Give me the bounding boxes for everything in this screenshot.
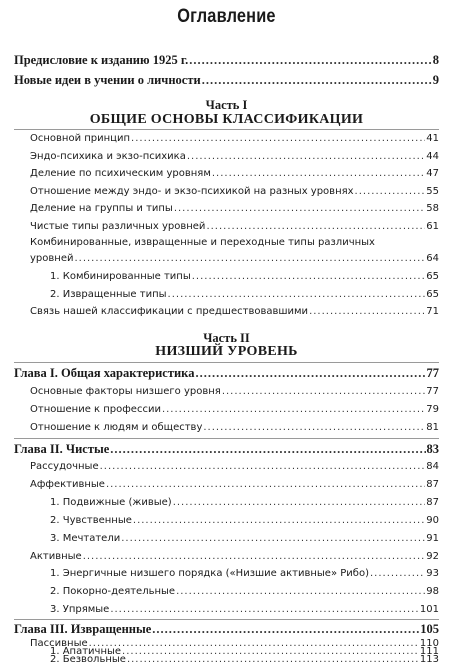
entry-label: 2. Чувственные	[50, 515, 132, 526]
dot-leader	[100, 461, 426, 472]
dot-leader	[212, 168, 425, 179]
dot-leader	[202, 73, 432, 88]
dot-leader	[131, 133, 425, 144]
toc-entry[interactable]	[30, 551, 439, 562]
toc-entry[interactable]	[30, 404, 439, 415]
toc-entry[interactable]	[30, 151, 439, 162]
entry-page: 113	[419, 654, 439, 665]
toc-entry[interactable]	[50, 271, 439, 282]
toc-entry[interactable]	[50, 497, 439, 508]
dot-leader	[127, 654, 419, 665]
dot-leader	[106, 479, 425, 490]
entry-label: 2. Безвольные	[50, 654, 126, 665]
part1-title: ОБЩИЕ ОСНОВЫ КЛАССИФИКАЦИИ	[89, 112, 364, 127]
entry-page: 110	[419, 638, 439, 649]
entry-label: 2. Покорно-деятельные	[50, 586, 176, 597]
dot-leader	[133, 515, 425, 526]
entry-label: Отношение к людям и обществу	[30, 422, 203, 433]
chapter-label: Глава III. Извращенные	[14, 622, 152, 636]
entry-page: 91	[426, 533, 439, 544]
entry-label: 1. Энергичные низшего порядка («Низшие активные» Рибо)	[50, 568, 369, 579]
entry-label: Отношение к профессии	[30, 404, 161, 415]
chapter-page: 77	[426, 366, 439, 380]
entry-page: 98	[426, 586, 439, 597]
entry-label: Пассивные	[30, 638, 88, 649]
dot-leader	[74, 253, 425, 264]
toc-entry[interactable]	[30, 479, 439, 490]
entry-label: 3. Мечтатели	[50, 533, 121, 544]
entry-page: 55	[426, 186, 439, 197]
entry-label: Эндо-психика и экзо-психика	[30, 151, 186, 162]
entry-page: 41	[426, 133, 439, 144]
dot-leader	[110, 604, 419, 615]
dot-leader	[173, 497, 426, 508]
entry-page: 79	[426, 404, 439, 415]
dot-leader	[355, 186, 426, 197]
toc-entry[interactable]	[30, 422, 439, 433]
entry-label: 1. Комбинированные типы	[50, 271, 191, 282]
dot-leader	[195, 366, 425, 381]
dot-leader	[370, 568, 425, 579]
toc-entry[interactable]	[30, 186, 439, 197]
dot-leader	[203, 422, 425, 433]
dot-leader	[174, 203, 425, 214]
part1-label: Часть I	[205, 98, 248, 112]
entry-label: Связь нашей классификации с предшествовавшими	[30, 306, 309, 317]
toc-title: Оглавление	[177, 6, 276, 27]
toc-entry-new-ideas[interactable]	[14, 73, 439, 88]
toc-entry[interactable]	[50, 289, 439, 300]
divider	[14, 362, 439, 363]
entry-page: 47	[426, 168, 439, 179]
entry-page: 65	[426, 271, 439, 282]
toc-entry[interactable]	[30, 306, 439, 317]
toc-entry[interactable]	[50, 586, 439, 597]
entry-label: Основные факторы низшего уровня	[30, 386, 221, 397]
dot-leader	[187, 151, 425, 162]
chapter-label: Глава I. Общая характеристика	[14, 366, 195, 380]
entry-label: Деление по психическим уровням	[30, 168, 211, 179]
dot-leader	[222, 386, 425, 397]
divider	[14, 619, 439, 620]
entry-page: 87	[426, 497, 439, 508]
toc-entry[interactable]	[50, 568, 439, 579]
toc-entry[interactable]	[50, 533, 439, 544]
entry-label: Основной принцип	[30, 133, 131, 144]
entry-page: 71	[426, 306, 439, 317]
entry-label: Деление на группы и типы	[30, 203, 173, 214]
dot-leader	[110, 442, 425, 457]
part2-label: Часть II	[203, 331, 250, 345]
toc-entry[interactable]	[30, 461, 439, 472]
entry-page: 58	[426, 203, 439, 214]
entry-page: 8	[432, 53, 439, 67]
dot-leader	[121, 533, 425, 544]
dot-leader	[176, 586, 425, 597]
toc-entry[interactable]	[30, 133, 439, 144]
dot-leader	[192, 271, 426, 282]
toc-chapter-1[interactable]	[14, 366, 439, 381]
toc-entry-combined-line1[interactable]: Комбинированные, извращенные и переходные типы различных	[30, 237, 375, 248]
toc-entry[interactable]	[30, 168, 439, 179]
divider	[14, 438, 439, 439]
entry-label: уровней	[30, 253, 74, 264]
entry-label: Предисловие к изданию 1925 г.	[14, 53, 189, 67]
entry-label: Новые идеи в учении о личности	[14, 73, 201, 87]
divider	[14, 129, 439, 130]
entry-page: 9	[432, 73, 439, 87]
entry-label: 1. Подвижные (живые)	[50, 497, 172, 508]
toc-chapter-3[interactable]	[14, 622, 439, 637]
entry-label: Активные	[30, 551, 82, 562]
entry-label: 2. Извращенные типы	[50, 289, 167, 300]
entry-page: 101	[419, 604, 439, 615]
toc-entry-preface[interactable]	[14, 53, 439, 68]
toc-entry[interactable]	[30, 386, 439, 397]
toc-entry[interactable]	[30, 221, 439, 232]
entry-label: Чистые типы различных уровней	[30, 221, 206, 232]
dot-leader	[162, 404, 425, 415]
entry-label: Отношение между эндо- и экзо-психикой на разных уровнях	[30, 186, 354, 197]
chapter-page: 105	[420, 622, 439, 636]
entry-page: 77	[426, 386, 439, 397]
entry-page: 65	[426, 289, 439, 300]
entry-page: 93	[426, 568, 439, 579]
entry-page: 61	[426, 221, 439, 232]
entry-label: 1. Апатичные	[50, 646, 122, 657]
toc-entry[interactable]	[50, 604, 439, 615]
part2-title: НИЗШИЙ УРОВЕНЬ	[155, 344, 298, 359]
dot-leader	[168, 289, 426, 300]
entry-page: 90	[426, 515, 439, 526]
dot-leader	[189, 53, 432, 68]
entry-label: Рассудочные	[30, 461, 99, 472]
chapter-label: Глава II. Чистые	[14, 442, 110, 456]
entry-page: 84	[426, 461, 439, 472]
toc-entry-combined[interactable]	[30, 253, 439, 264]
entry-page: 87	[426, 479, 439, 490]
entry-page: 92	[426, 551, 439, 562]
toc-entry[interactable]	[50, 654, 439, 665]
dot-leader	[152, 622, 419, 637]
toc-entry[interactable]	[50, 515, 439, 526]
entry-label: 3. Упрямые	[50, 604, 110, 615]
entry-page: 44	[426, 151, 439, 162]
entry-label: Аффективные	[30, 479, 105, 490]
toc-chapter-2[interactable]	[14, 442, 439, 457]
dot-leader	[206, 221, 425, 232]
toc-entry[interactable]	[30, 203, 439, 214]
dot-leader	[309, 306, 425, 317]
entry-page: 81	[426, 422, 439, 433]
entry-page: 111	[419, 646, 439, 657]
chapter-page: 83	[426, 442, 439, 456]
entry-page: 64	[426, 253, 439, 264]
dot-leader	[83, 551, 426, 562]
